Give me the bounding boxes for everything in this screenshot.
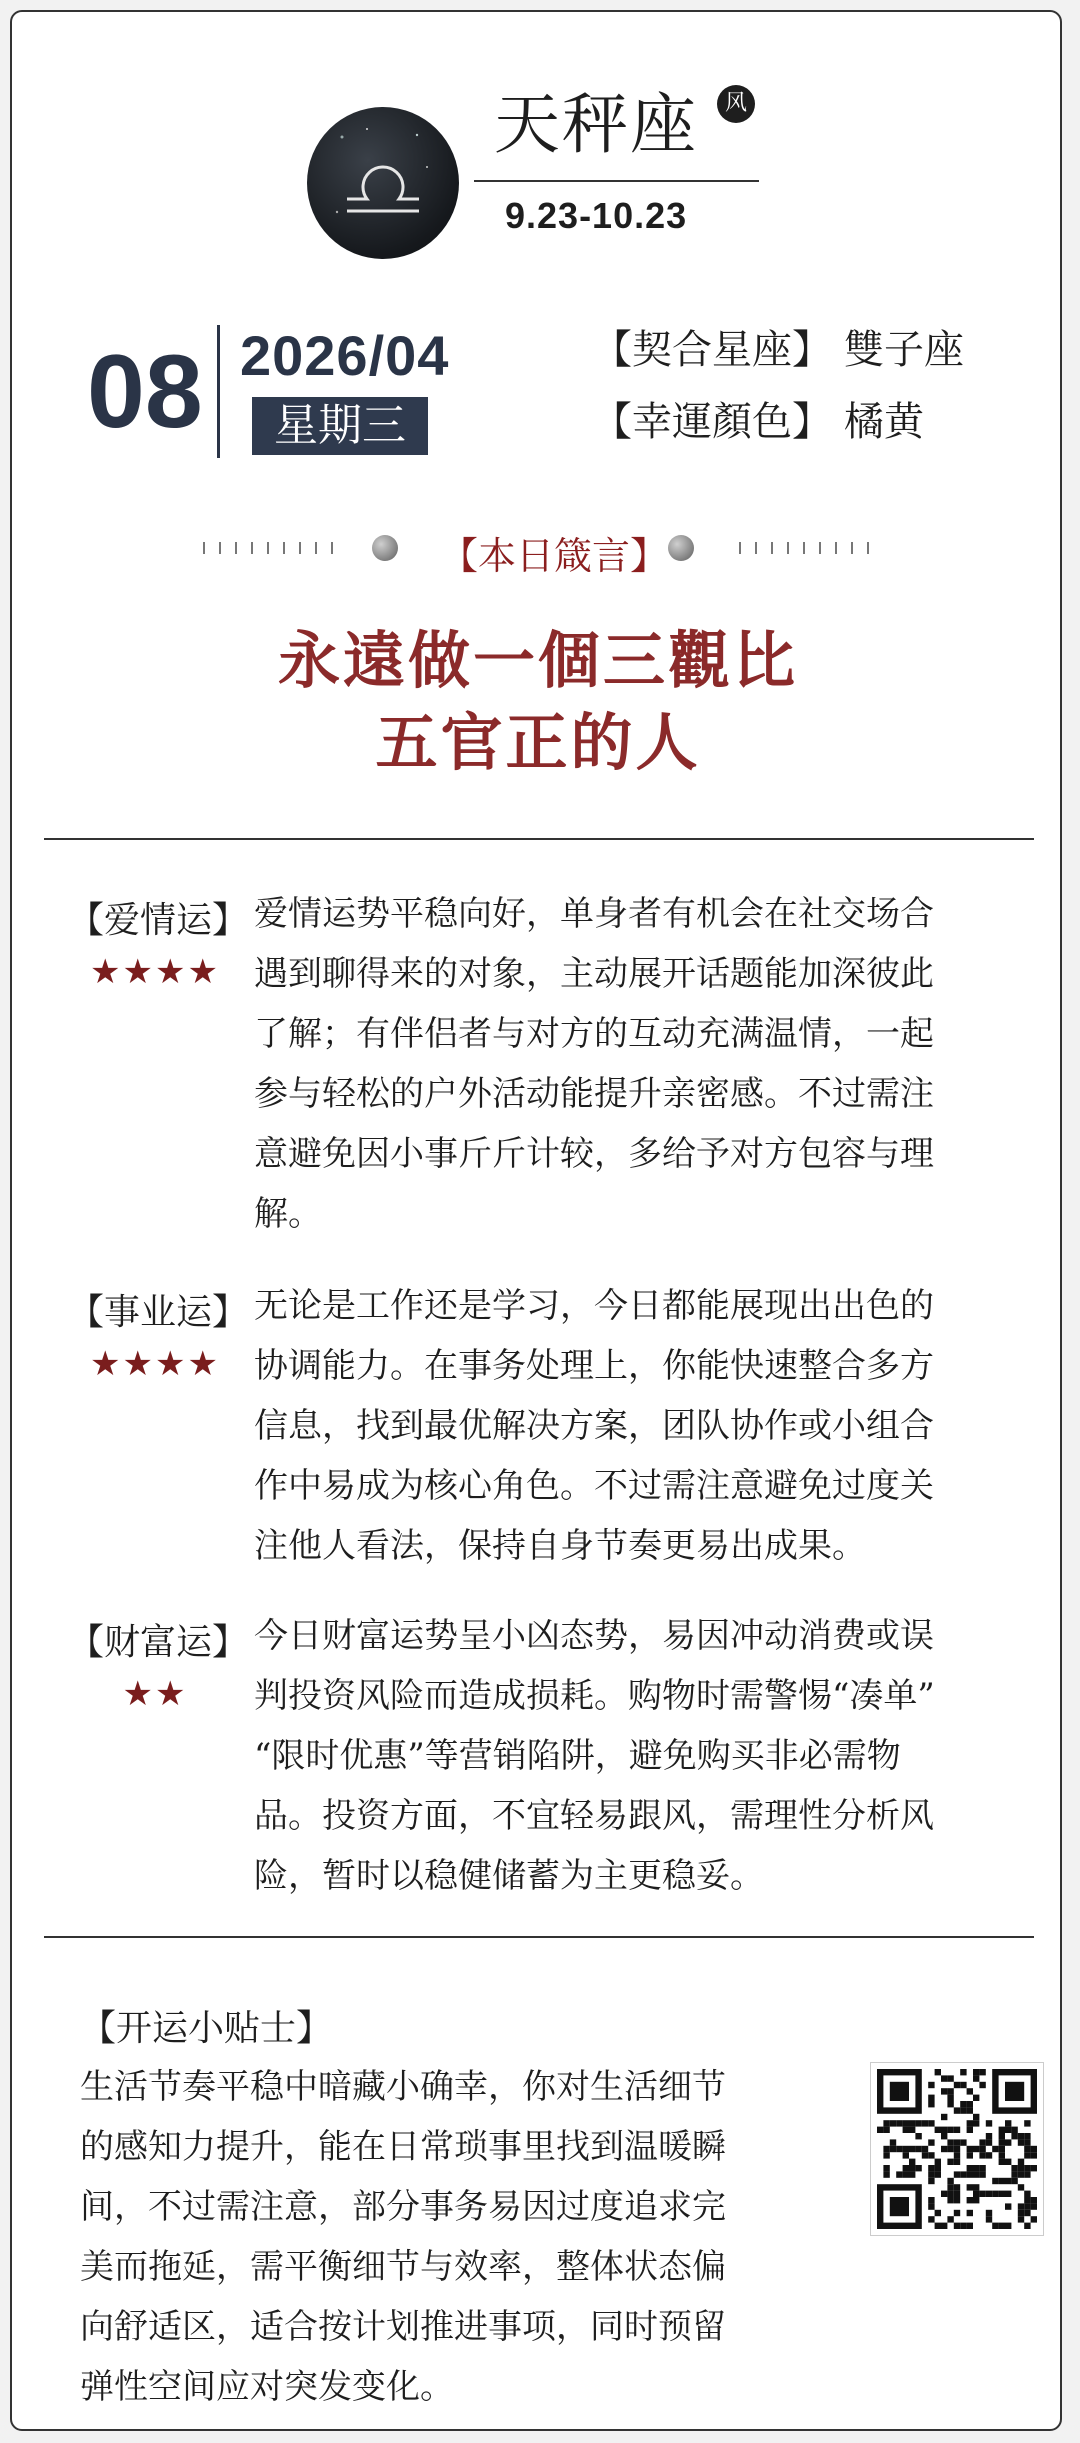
lucky-color-value: 橘黄	[844, 399, 924, 445]
wealth-fortune-label: 【财富运】	[68, 1622, 249, 1663]
tick-ornament-right	[738, 538, 878, 562]
tips-label: 【开运小贴士】	[80, 2008, 333, 2049]
wealth-fortune-text: 今日财富运势呈小凶态势，易因冲动消费或误 判投资风险而造成损耗。购物时需警惕“凑单” “限时优惠”等营销陷阱，避免购买非必需物 品。投资方面，不宜轻易跟风，需理性分析风 险，暂时以稳健储蓄为主更稳妥。	[254, 1616, 935, 1896]
moon-icon	[372, 535, 398, 561]
saying-line-2: 五官正的人	[375, 706, 701, 779]
sign-title: 天秤座	[494, 86, 698, 163]
title-underline	[474, 180, 759, 182]
tick-ornament-left	[202, 538, 342, 562]
qr-code-icon[interactable]	[870, 2062, 1044, 2236]
moon-icon	[668, 535, 694, 561]
career-fortune-text: 无论是工作还是学习，今日都能展现出出色的 协调能力。在事务处理上，你能快速整合多方 信息，找到最优解决方案，团队协作或小组合 作中易成为核心角色。不过需注意避免过度关 注他人看法，保持自身节奏更易出成果。	[254, 1286, 934, 1566]
saying-label: 【本日箴言】	[440, 534, 669, 578]
element-badge: 风	[717, 85, 755, 123]
date-separator	[217, 325, 220, 458]
date-range: 9.23-10.23	[505, 195, 688, 236]
tips-text: 生活节奏平稳中暗藏小确幸，你对生活细节 的感知力提升，能在日常琐事里找到温暖瞬 间，不过需注意，部分事务易因过度追求完 美而拖延，需平衡细节与效率，整体状态偏 向舒适区，适合按计划推进事项，同时预留 弹性空间应对突发变化。	[80, 2067, 726, 2407]
wealth-stars: ★★	[122, 1674, 188, 1714]
weekday-badge: 星期三	[252, 397, 428, 455]
libra-symbol-icon	[307, 107, 459, 259]
section-divider	[44, 1936, 1034, 1938]
love-fortune-text: 爱情运势平稳向好，单身者有机会在社交场合 遇到聊得来的对象，主动展开话题能加深彼此 了解；有伴侣者与对方的互动充满温情，一起 参与轻松的户外活动能提升亲密感。不过需注 意避免因小事斤斤计较，多给予对方包容与理 解。	[254, 894, 934, 1234]
saying-line-1: 永遠做一個三觀比	[277, 624, 798, 697]
horoscope-card	[10, 10, 1062, 2431]
love-stars: ★★★★	[90, 952, 220, 992]
career-stars: ★★★★	[90, 1344, 220, 1384]
year-month: 2026/04	[240, 324, 450, 387]
match-sign-label: 【契合星座】	[592, 327, 832, 373]
match-sign-value: 雙子座	[844, 327, 964, 373]
career-fortune-label: 【事业运】	[68, 1292, 249, 1333]
lucky-color-label: 【幸運顏色】	[592, 399, 832, 445]
love-fortune-label: 【爱情运】	[68, 900, 249, 941]
day-number: 08	[87, 334, 203, 450]
section-divider	[44, 838, 1034, 840]
